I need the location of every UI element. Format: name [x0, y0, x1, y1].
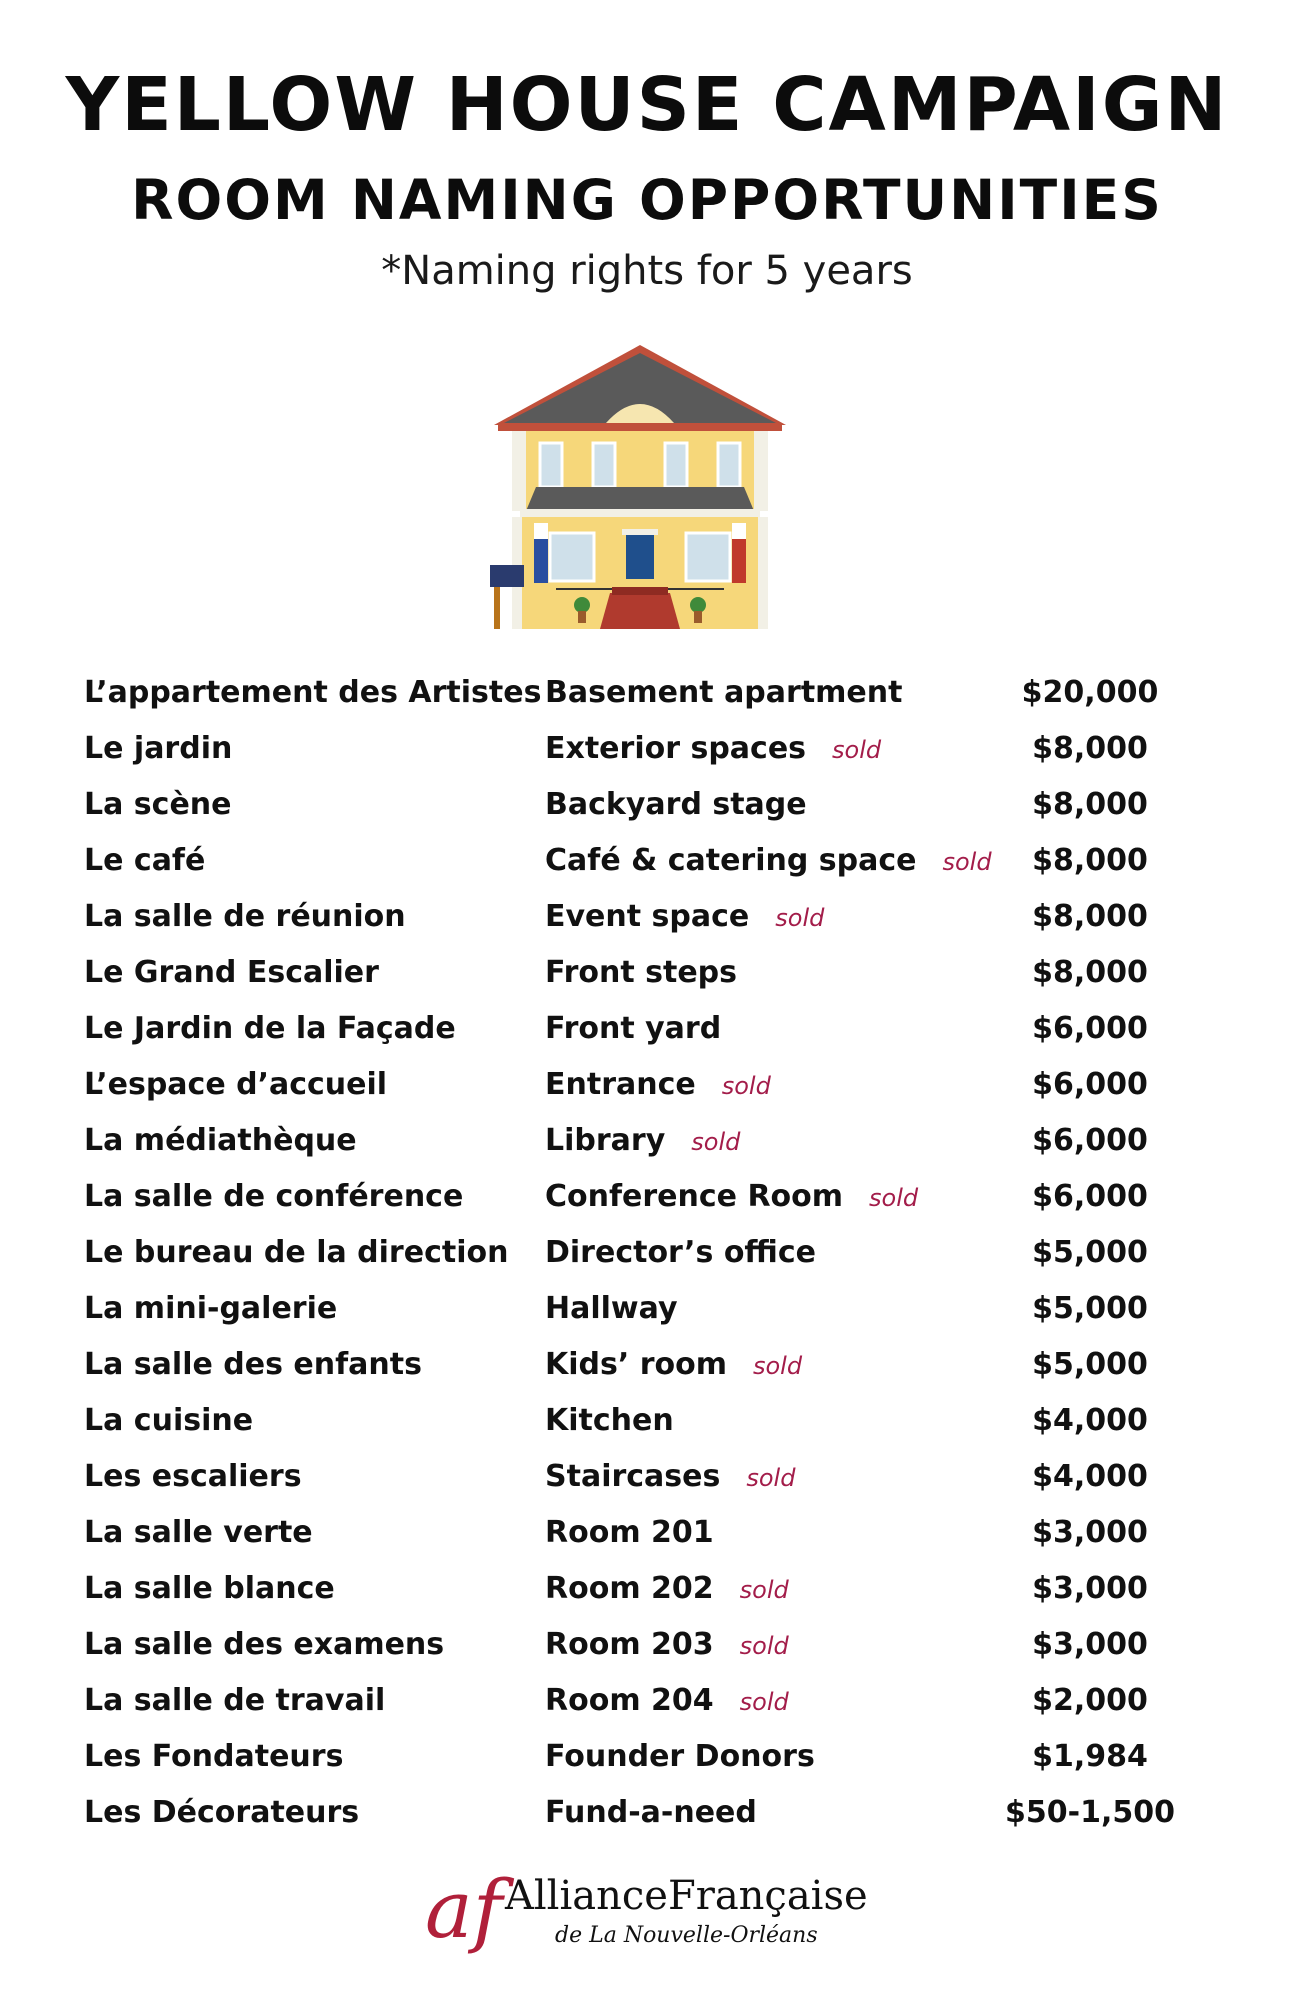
room-french-name: Les Fondateurs	[84, 1739, 344, 1774]
room-english-name-cell	[545, 1617, 789, 1674]
room-english-name: Kitchen	[545, 1403, 674, 1438]
room-row	[0, 1505, 1294, 1561]
sold-label: sold	[746, 1464, 796, 1492]
room-row	[0, 1393, 1294, 1449]
room-row	[0, 1225, 1294, 1281]
room-english-name-cell	[545, 1561, 789, 1618]
room-french-name: Le Grand Escalier	[84, 955, 379, 990]
room-english-name-cell	[545, 1449, 795, 1506]
room-english-name: Entrance	[545, 1067, 696, 1102]
sold-label: sold	[739, 1632, 789, 1660]
room-price: $3,000	[1032, 1627, 1148, 1662]
room-price: $20,000	[1021, 675, 1159, 710]
room-english-name-cell	[545, 1505, 714, 1561]
room-english-name: Conference Room	[545, 1179, 844, 1214]
room-price: $5,000	[1032, 1347, 1148, 1382]
front-door	[626, 533, 654, 579]
room-price: $4,000	[1032, 1459, 1148, 1494]
room-english-name-cell	[545, 665, 902, 721]
room-english-name: Room 203	[545, 1627, 714, 1662]
room-english-name-cell	[545, 1393, 674, 1449]
room-price: $3,000	[1032, 1571, 1148, 1606]
room-row	[0, 665, 1294, 721]
room-english-name: Kids’ room	[545, 1347, 727, 1382]
room-french-name: La salle de réunion	[84, 899, 406, 934]
room-english-name-cell	[545, 1281, 678, 1337]
page-title: YELLOW HOUSE CAMPAIGN	[65, 62, 1229, 148]
room-french-name: Le jardin	[84, 731, 233, 766]
page-subtitle: ROOM NAMING OPPORTUNITIES	[131, 168, 1163, 232]
room-french-name: L’appartement des Artistes	[84, 675, 542, 710]
room-french-name: La mini-galerie	[84, 1291, 338, 1326]
room-english-name: Backyard stage	[545, 787, 807, 822]
room-english-name: Founder Donors	[545, 1739, 815, 1774]
room-english-name-cell	[545, 1113, 740, 1170]
sold-label: sold	[869, 1184, 919, 1212]
room-english-name-cell	[545, 945, 737, 1001]
room-row	[0, 1113, 1294, 1169]
sold-label: sold	[752, 1352, 803, 1380]
room-english-name: Exterior spaces	[545, 731, 807, 766]
room-french-name: Le bureau de la direction	[84, 1235, 509, 1270]
room-row	[0, 1449, 1294, 1505]
sold-label: sold	[739, 1576, 789, 1604]
sold-label: sold	[691, 1128, 741, 1156]
sold-label: sold	[739, 1688, 789, 1716]
room-english-name-cell	[545, 1169, 918, 1226]
porch-roof	[526, 487, 754, 511]
room-english-name: Director’s office	[545, 1235, 817, 1270]
room-english-name-cell	[545, 1057, 771, 1114]
room-price: $6,000	[1032, 1179, 1148, 1214]
room-french-name: Les escaliers	[84, 1459, 302, 1494]
org-location: de La Nouvelle-Orléans	[555, 1923, 818, 1948]
room-row	[0, 777, 1294, 833]
room-price: $8,000	[1032, 787, 1148, 822]
room-english-name: Room 202	[545, 1571, 714, 1606]
room-price: $6,000	[1032, 1067, 1148, 1102]
af-logo-mark: af	[425, 1863, 503, 1956]
room-row	[0, 1169, 1294, 1225]
room-french-name: La médiathèque	[84, 1123, 357, 1158]
room-french-name: La salle des examens	[84, 1627, 445, 1662]
yellow-house-illustration	[490, 343, 790, 633]
room-french-name: Le Jardin de la Façade	[84, 1011, 456, 1046]
room-price: $6,000	[1032, 1011, 1148, 1046]
room-english-name-cell	[545, 1337, 802, 1394]
room-price: $5,000	[1032, 1291, 1148, 1326]
room-price: $2,000	[1032, 1683, 1148, 1718]
room-price: $8,000	[1032, 899, 1148, 934]
room-english-name: Library	[545, 1123, 666, 1158]
room-english-name: Front yard	[545, 1011, 722, 1046]
room-english-name-cell	[545, 889, 824, 946]
room-row	[0, 1617, 1294, 1673]
sold-label: sold	[721, 1072, 771, 1100]
room-english-name-cell	[545, 777, 807, 833]
room-english-name: Café & catering space	[545, 843, 917, 878]
room-price: $6,000	[1032, 1123, 1148, 1158]
alliance-francaise-logo	[425, 1860, 875, 1970]
room-french-name: La salle de conférence	[84, 1179, 464, 1214]
naming-rights-note: *Naming rights for 5 years	[381, 248, 913, 294]
room-french-name: La scène	[84, 787, 232, 822]
room-english-name-cell	[545, 833, 992, 890]
org-name: AllianceFrançaise	[505, 1873, 868, 1919]
room-row	[0, 889, 1294, 945]
room-english-name-cell	[545, 1225, 816, 1281]
room-english-name: Staircases	[545, 1459, 721, 1494]
left-flag	[534, 539, 548, 583]
room-price: $50-1,500	[1005, 1795, 1175, 1830]
room-price: $5,000	[1032, 1235, 1148, 1270]
room-french-name: La salle blance	[84, 1571, 335, 1606]
right-flag	[732, 539, 746, 583]
room-french-name: La salle de travail	[84, 1683, 386, 1718]
room-row	[0, 1673, 1294, 1729]
room-french-name: La salle verte	[84, 1515, 313, 1550]
room-price: $8,000	[1032, 955, 1148, 990]
room-english-name-cell	[545, 1001, 721, 1057]
room-english-name-cell	[545, 1729, 815, 1785]
room-french-name: La cuisine	[84, 1403, 254, 1438]
room-price: $4,000	[1032, 1403, 1148, 1438]
room-english-name: Event space	[545, 899, 750, 934]
room-english-name: Room 201	[545, 1515, 714, 1550]
room-row	[0, 1561, 1294, 1617]
room-french-name: La salle des enfants	[84, 1347, 422, 1382]
room-french-name: Les Décorateurs	[84, 1795, 360, 1830]
room-french-name: L’espace d’accueil	[84, 1067, 388, 1102]
front-steps	[600, 593, 680, 629]
room-english-name-cell	[545, 1673, 789, 1730]
room-english-name: Fund-a-need	[545, 1795, 757, 1830]
room-price: $8,000	[1032, 731, 1148, 766]
room-english-name-cell	[545, 1785, 757, 1841]
sold-label: sold	[832, 736, 882, 764]
room-french-name: Le café	[84, 843, 206, 878]
room-english-name: Front steps	[545, 955, 737, 990]
room-price: $3,000	[1032, 1515, 1148, 1550]
room-row	[0, 721, 1294, 777]
room-english-name: Room 204	[545, 1683, 714, 1718]
room-english-name-cell	[545, 721, 881, 778]
room-row	[0, 1001, 1294, 1057]
room-price: $1,984	[1032, 1739, 1148, 1774]
room-price: $8,000	[1032, 843, 1148, 878]
room-row	[0, 833, 1294, 889]
room-row	[0, 945, 1294, 1001]
sold-label: sold	[942, 848, 992, 876]
room-row	[0, 1057, 1294, 1113]
room-english-name: Basement apartment	[545, 675, 903, 710]
room-list	[0, 665, 1294, 1841]
room-row	[0, 1785, 1294, 1841]
room-row	[0, 1281, 1294, 1337]
sold-label: sold	[775, 904, 825, 932]
room-row	[0, 1337, 1294, 1393]
room-row	[0, 1729, 1294, 1785]
room-english-name: Hallway	[545, 1291, 678, 1326]
